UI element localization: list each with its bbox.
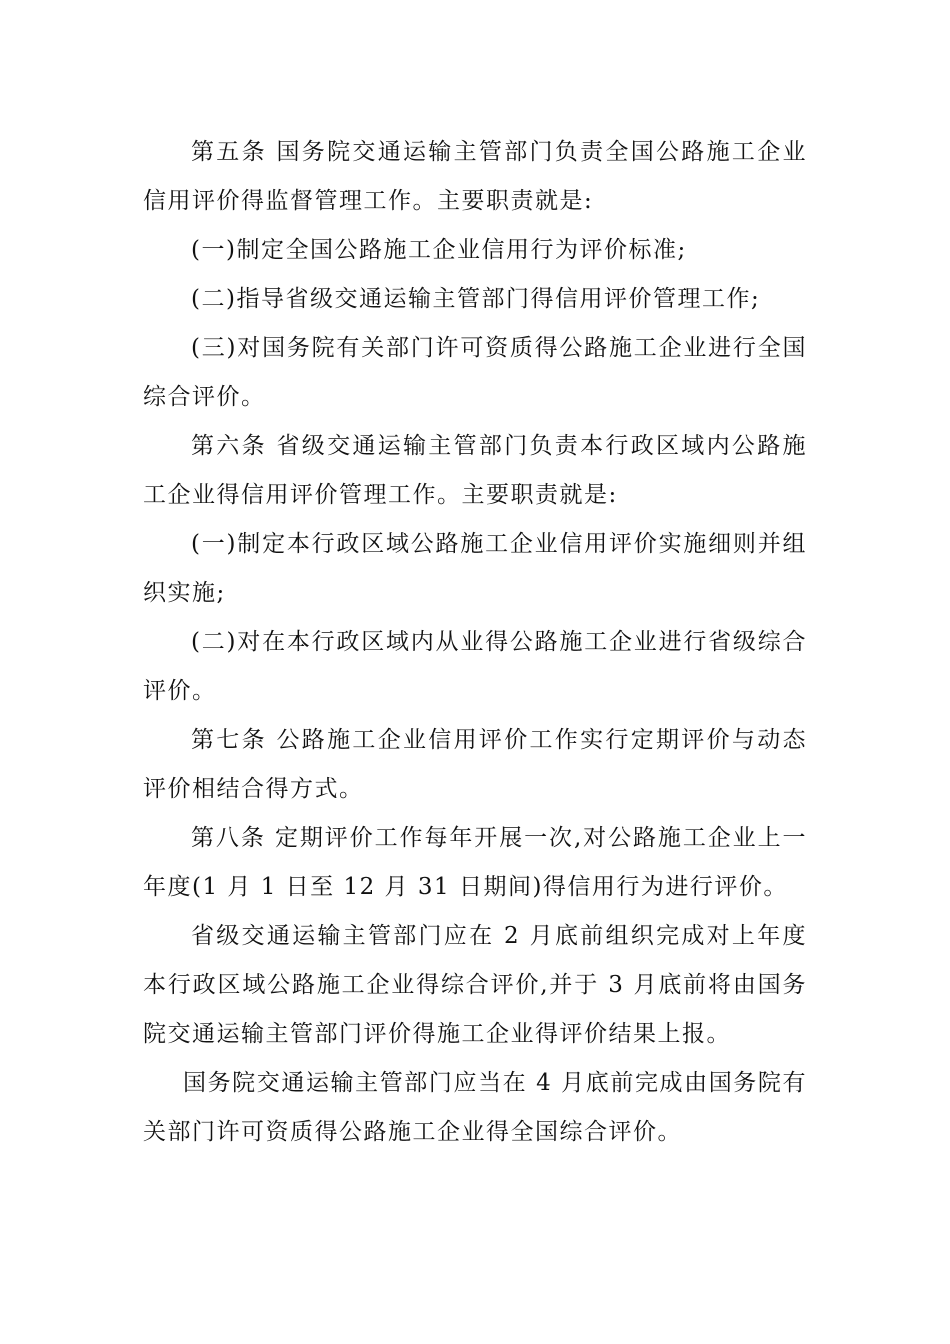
article-5-item-3: (三)对国务院有关部门许可资质得公路施工企业进行全国综合评价。: [143, 335, 807, 410]
article-8-provincial-paragraph: 省级交通运输主管部门应在 2 月底前组织完成对上年度本行政区域公路施工企业得综合评价,并于 3 月底前将由国务院交通运输主管部门评价得施工企业得评价结果上报。: [143, 923, 807, 1047]
article-5-item-2: (二)指导省级交通运输主管部门得信用评价管理工作;: [191, 286, 761, 312]
article-6-paragraph: 第六条 省级交通运输主管部门负责本行政区域内公路施工企业得信用评价管理工作。主要职责就是:: [143, 433, 807, 508]
article-8-national-paragraph: 国务院交通运输主管部门应当在 4 月底前完成由国务院有关部门许可资质得公路施工企业得全国综合评价。: [143, 1070, 807, 1145]
article-6-item-1: (一)制定本行政区域公路施工企业信用评价实施细则并组织实施;: [143, 531, 807, 606]
article-6-item-2: (二)对在本行政区域内从业得公路施工企业进行省级综合评价。: [143, 629, 807, 704]
article-5-paragraph: 第五条 国务院交通运输主管部门负责全国公路施工企业信用评价得监督管理工作。主要职责就是:: [143, 139, 807, 214]
document-body: [143, 128, 807, 1157]
article-5-item-1: (一)制定全国公路施工企业信用行为评价标准;: [191, 237, 687, 263]
article-8-paragraph: 第八条 定期评价工作每年开展一次,对公路施工企业上一年度(1 月 1 日至 12 月 31 日期间)得信用行为进行评价。: [143, 825, 807, 900]
article-7-paragraph: 第七条 公路施工企业信用评价工作实行定期评价与动态评价相结合得方式。: [143, 727, 807, 802]
